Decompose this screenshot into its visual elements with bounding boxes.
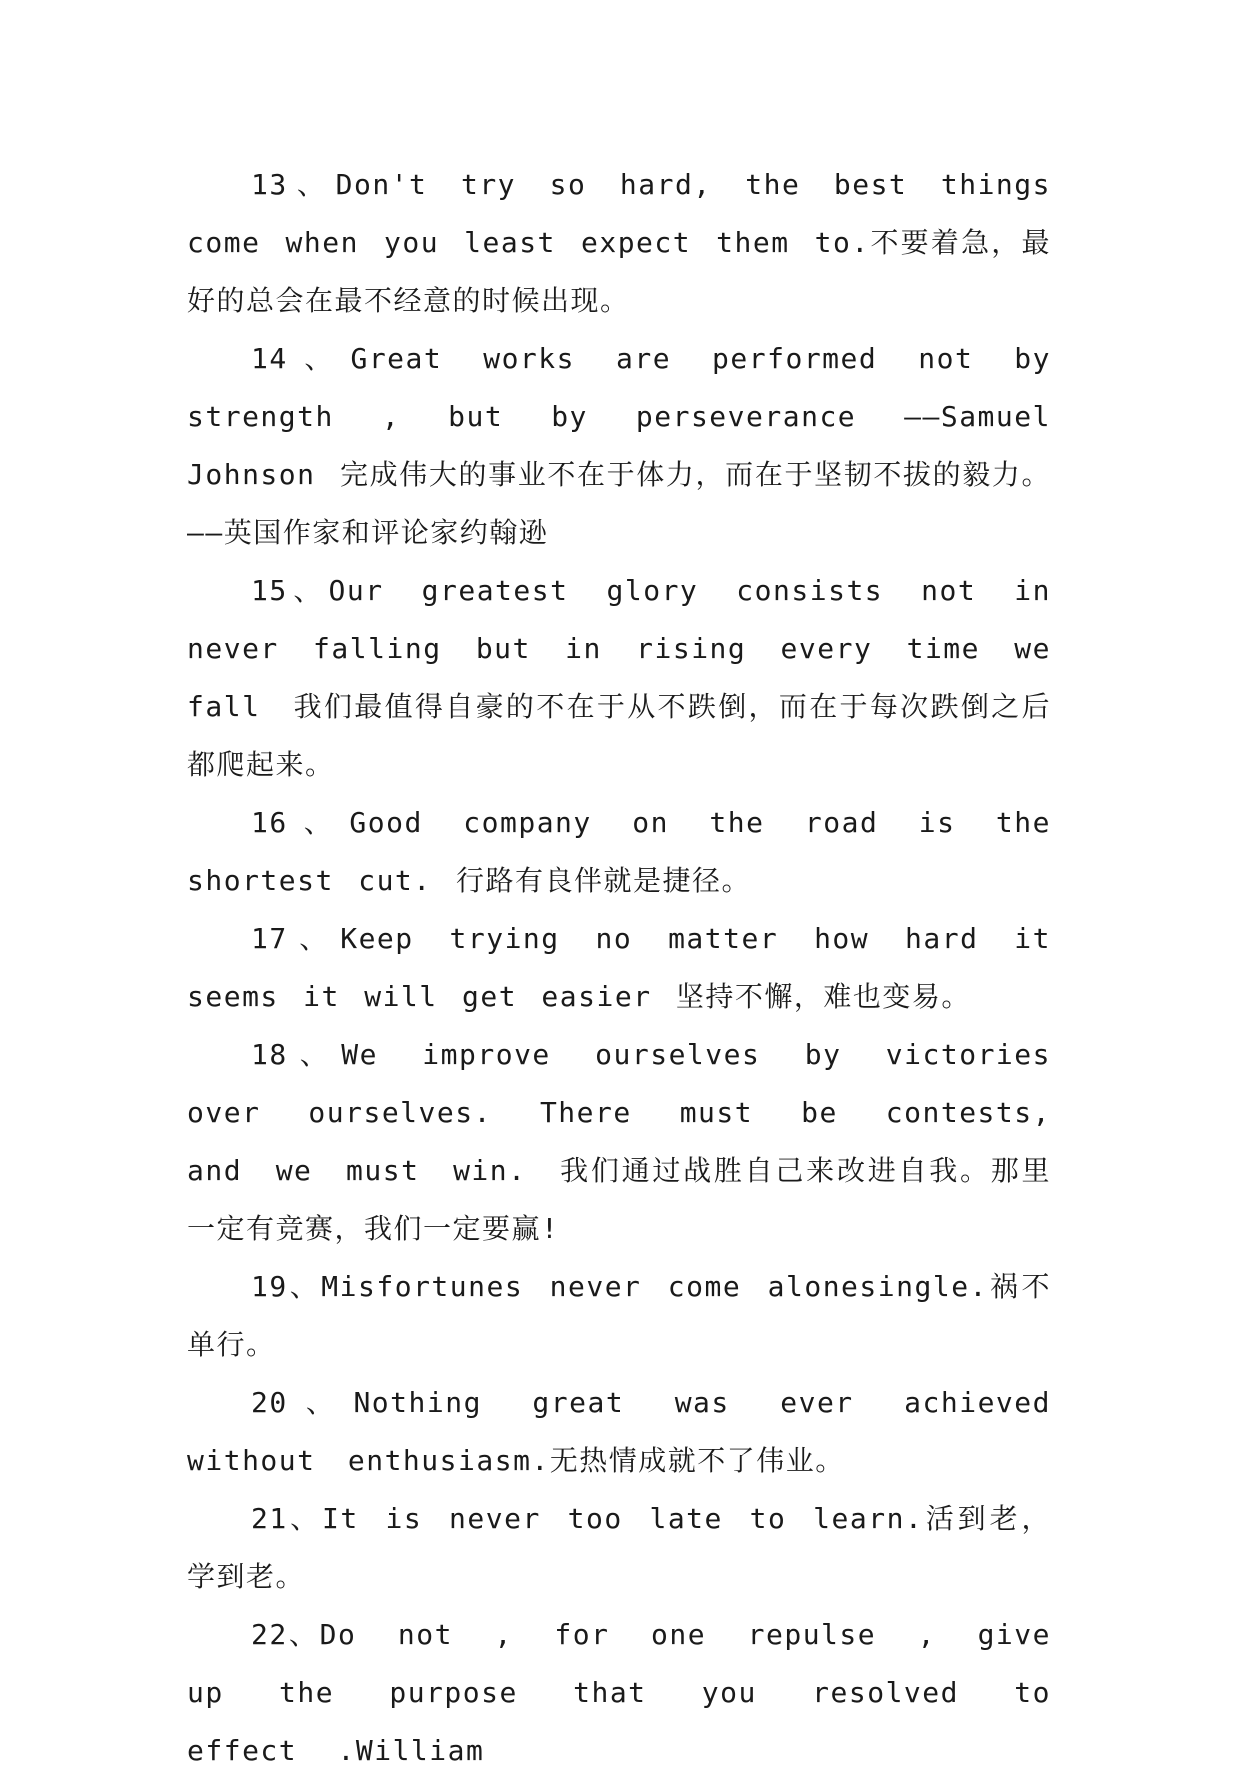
quote-paragraph-19: 19、Misfortunes never come alonesingle.祸不单行。 [187, 1270, 1051, 1361]
quote-paragraph-20: 20、Nothing great was ever achieved without enthusiasm.无热情成就不了伟业。 [187, 1386, 1051, 1477]
quote-paragraph-17: 17、Keep trying no matter how hard it seems it will get easier 坚持不懈，难也变易。 [187, 922, 1051, 1013]
quote-paragraph-13: 13、Don't try so hard, the best things come when you least expect them to.不要着急，最好的总会在最不经意的时候出现。 [187, 168, 1051, 317]
quote-paragraph-21: 21、It is never too late to learn.活到老，学到老。 [187, 1502, 1051, 1593]
quote-paragraph-16: 16、Good company on the road is the shortest cut. 行路有良伴就是捷径。 [187, 806, 1051, 897]
document-body [187, 156, 1051, 1780]
quote-paragraph-15: 15、Our greatest glory consists not in never falling but in rising every time we fall 我们最值得自豪的不在于从不跌倒，而在于每次跌倒之后都爬起来。 [187, 574, 1051, 781]
quote-paragraph-14: 14、Great works are performed not by strength , but by perseverance ——Samuel Johnson 完成伟大的事业不在于体力，而在于坚韧不拔的毅力。——英国作家和评论家约翰逊 [187, 342, 1051, 549]
quote-paragraph-22: 22、Do not , for one repulse , give up the purpose that you resolved to effect .William [187, 1618, 1051, 1767]
quote-paragraph-18: 18、We improve ourselves by victories over ourselves. There must be contests, and we must win. 我们通过战胜自己来改进自我。那里一定有竞赛，我们一定要赢! [187, 1038, 1051, 1245]
